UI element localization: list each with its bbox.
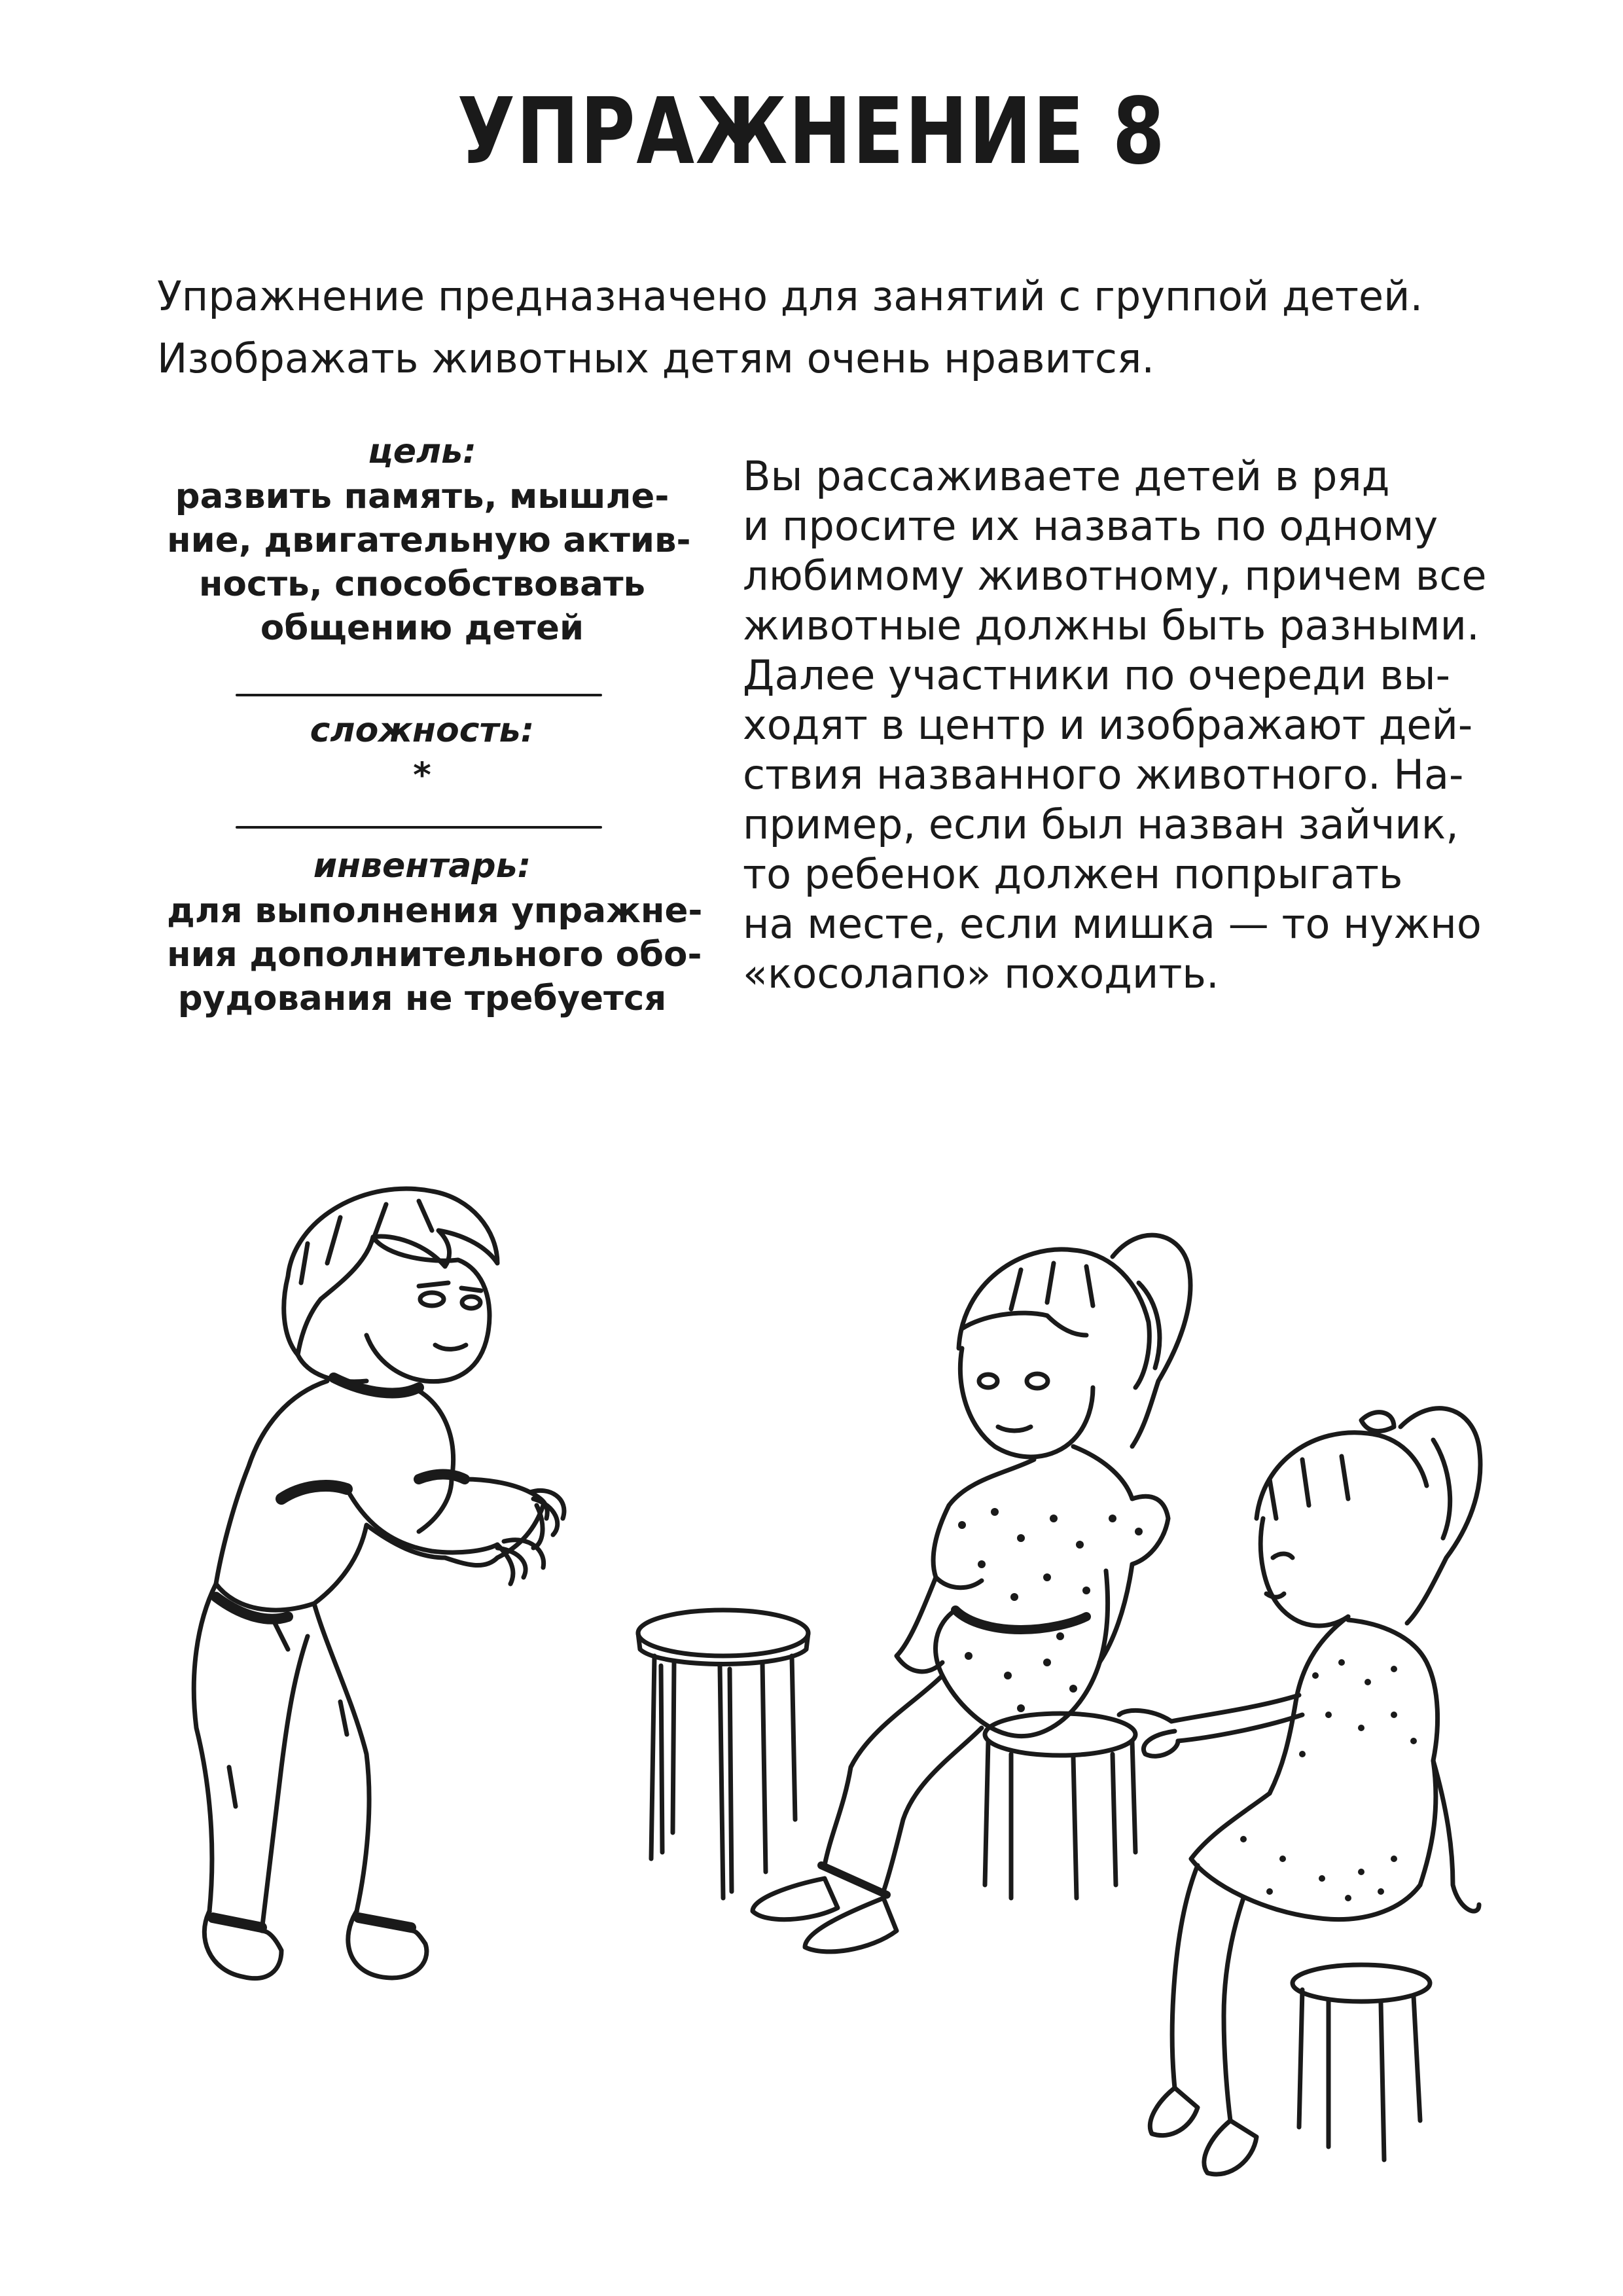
exercise-description [743,452,1495,999]
intro-paragraph [157,265,1479,389]
description-line: на месте, если мишка — то нужно [743,900,1482,948]
sidebar-divider [236,826,602,829]
boy-figure-icon [194,1189,564,1978]
description-line: пример, если был назван зайчик, [743,800,1459,848]
description-line: ствия названного животного. На- [743,751,1464,798]
equipment-text [167,889,703,1020]
description-line: Вы рассаживаете детей в ряд [743,452,1390,500]
goal-line: развить память, мышле- [175,476,669,516]
empty-stool-icon [638,1610,808,1898]
description-line: «косолапо» походить. [743,950,1219,997]
goal-text [167,475,691,650]
children-playing-illustration [0,1152,1623,2265]
intro-line: Упражнение предназначено для занятий с группой детей. [157,272,1423,320]
description-line: любимому животному, причем все [743,552,1487,600]
description-line: животные должны быть разными. [743,601,1480,649]
equipment-line: ния дополнительного обо- [167,935,702,975]
description-line: то ребенок должен попрыгать [743,850,1403,898]
difficulty-label: сложность: [310,711,535,750]
page-title: УПРАЖНЕНИЕ 8 [457,79,1166,185]
equipment-line: рудования не требуется [177,978,667,1018]
exercise-info-sidebar [167,429,703,1020]
intro-line: Изображать животных детям очень нравится. [157,334,1155,382]
goal-line: общению детей [260,608,584,648]
difficulty-value: * [413,755,431,795]
equipment-line: для выполнения упражне- [167,891,703,931]
description-line: ходят в центр и изображают дей- [743,701,1473,749]
goal-line: ние, двигательную актив- [167,520,691,560]
equipment-label: инвентарь: [313,846,531,886]
seated-girl-pointing-icon [1119,1408,1480,2174]
description-line: Далее участники по очереди вы- [743,651,1450,699]
goal-line: ность, способствовать [198,564,646,604]
goal-label: цель: [368,432,476,471]
description-line: и просите их назвать по одному [743,502,1438,550]
sidebar-divider [236,694,602,696]
seated-girl-icon [753,1235,1190,1952]
